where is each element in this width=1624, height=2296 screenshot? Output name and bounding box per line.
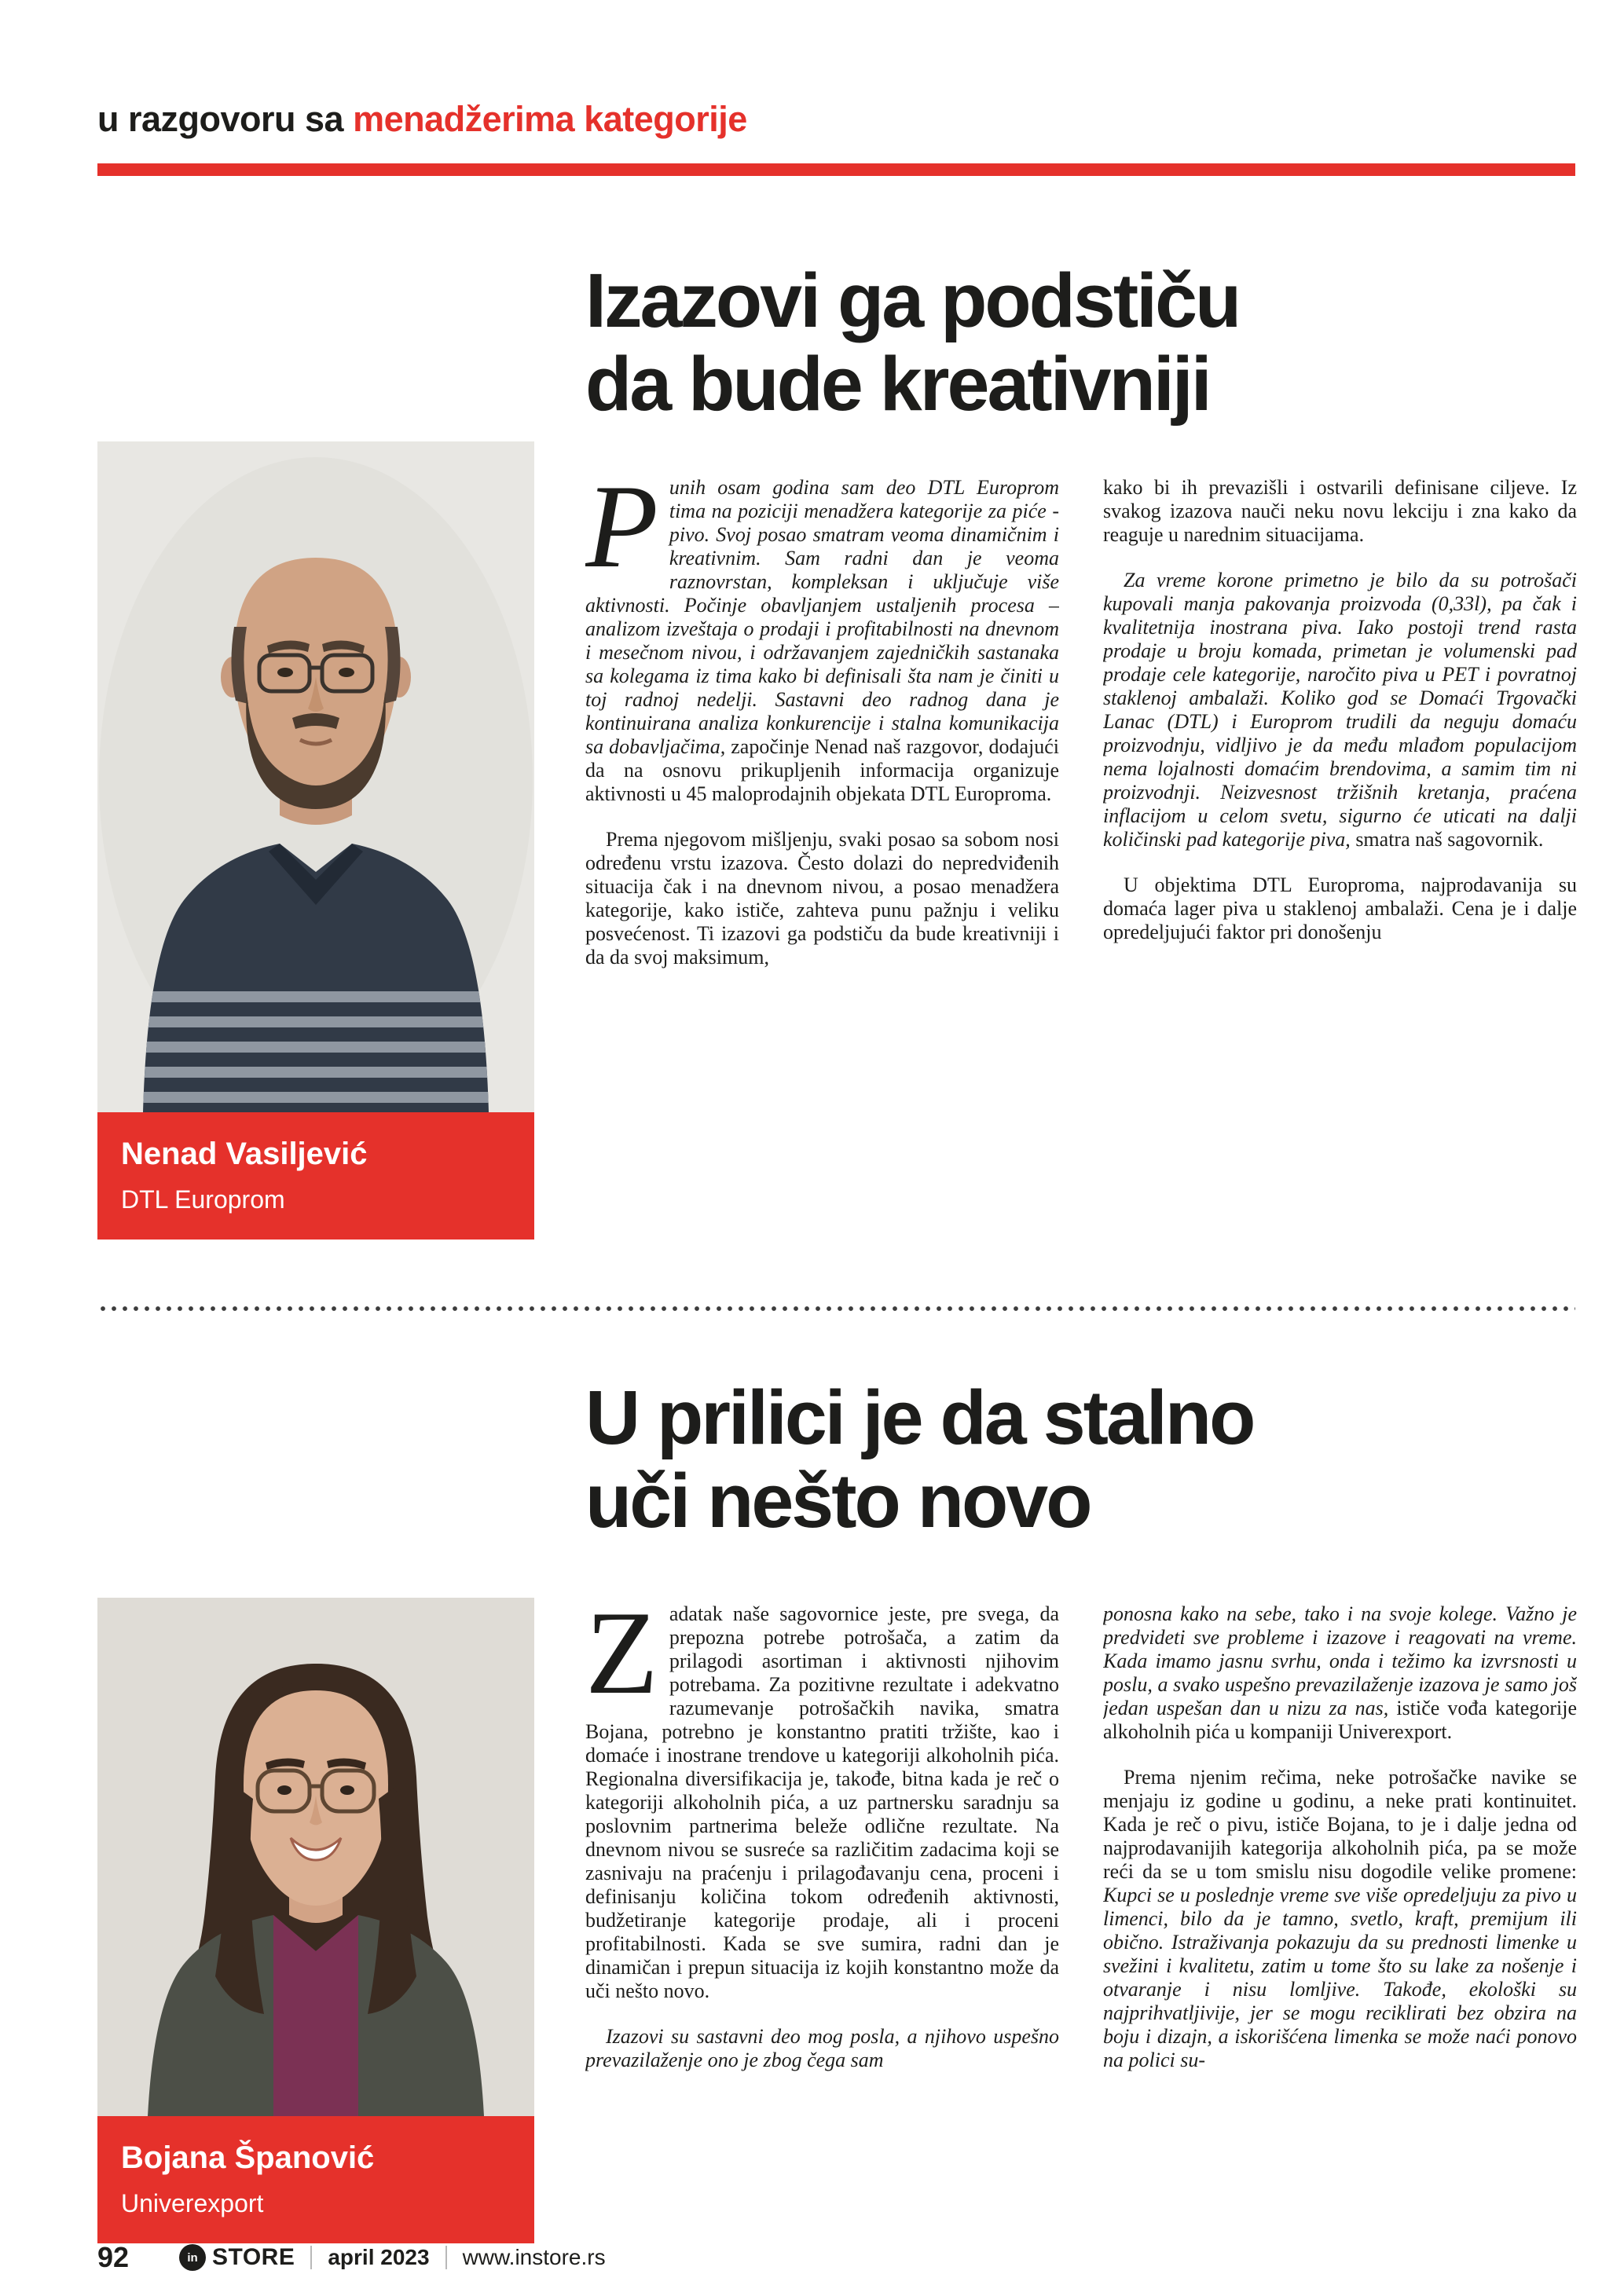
text-segment: Prema njegovom mišljenju, svaki posao sa sobom nosi određenu vrstu izazova. Često dolazi do nepredviđenih situacija čak i na dnevnom nivou, a posao menadžera kategorije, kako ističe, zahteva punu pažnju i veliku posvećenost. Ti izazovi ga podstiču da bude kreativniji i da da svoj maksimum, [585,828,1059,969]
text-segment: Prema njenim rečima, neke potrošačke navike se menjaju iz godine u godinu, a neke prati kontinuitet. Kada je reč o pivu, ističe Bojana, to je i dalje jedna od najprodavanijih kategorija alkoholnih pića, pa se može reći da se u tom smislu nisu dogodile velike promene: [1103,1766,1577,1883]
footer-issue: april 2023 [328,2245,430,2269]
person-name: Bojana Španović [121,2140,375,2175]
paragraph [585,828,1059,969]
article-title-line: uči nešto novo [585,1458,1091,1543]
section-header-highlight: menadžerima kategorije [353,99,747,139]
paragraph [585,1602,1059,2003]
portrait-photo-nenad [97,441,534,1112]
text-segment: Za vreme korone primetno je bilo da su potrošači kupovali manja pakovanja proizvoda (0,33l), pa čak i kvalitetnija inostrana piva. Iako postoji trend rasta prodaje u broju komada, primetan je volumenski pad prodaje cele kategorije, naročito piva u PET i povratnoj staklenoj ambalaži. Koliko god se Domaći Trgovački Lanac (DTL) i Europrom trudili da neguju domaću proizvodnju, vidljivo je da među mlađom populacijom nema lojalnosti domaćim brendovima, a samim tim ni proizvodnji. Neizvesnost tržišnih kretanja, praćena inflacijom u celom svetu, sigurno će uticati na dalji količinski pad kategorije piva, [1103,569,1577,851]
section-header [97,99,747,140]
instore-logo-icon [179,2244,206,2271]
article-title-line: Izazovi ga podstiču [585,258,1240,343]
person-caption [97,1112,534,1240]
drop-cap: Z [585,1602,658,1719]
footer-website: www.instore.rs [462,2245,606,2269]
article-body [585,476,1577,1242]
article-body [585,1602,1577,2248]
person-company: DTL Europrom [121,1185,285,1214]
article-title-line: da bude kreativniji [585,341,1210,427]
paragraph [1103,1602,1577,1744]
page-number: 92 [97,2241,130,2273]
footer-divider [310,2246,312,2269]
article-title-line: U prilici je da stalno [585,1375,1254,1460]
text-segment: U objektima DTL Europroma, najprodavanija su domaća lager piva u staklenoj ambalaži. Cena je i dalje opredeljujući faktor pri donošenju [1103,873,1577,943]
text-segment: ponosna kako na sebe, tako i na svoje kolege. Važno je predvideti sve probleme i izazove i reagovati na vreme. Kada imamo jasnu svrhu, onda i težimo ka izvrsnosti u poslu, a svako uspešno prevazilaženje izazova je samo još jedan uspešan dan u nizu za nas, [1103,1602,1577,1719]
paragraph [1103,1766,1577,2072]
dotted-divider [97,1304,1575,1313]
text-segment: Izazovi su sastavni deo mog posla, a njihovo uspešno prevazilaženje ono je zbog čega sam [585,2025,1059,2071]
article-column-left [585,1602,1059,2248]
article-column-left [585,476,1059,1242]
paragraph [1103,569,1577,851]
paragraph [1103,873,1577,944]
paragraph [585,476,1059,806]
text-segment: kako bi ih prevazišli i ostvarili definisane ciljeve. Iz svakog izazova nauči neku novu lekciju i zna kako da reaguje u narednim situacijama. [1103,476,1577,546]
article-title [585,1376,1583,1543]
text-segment: započinje Nenad naš razgovor, dodajući da na osnovu prikupljenih informacija organizuje aktivnosti u 45 maloprodajnih objekata DTL Europroma. [585,735,1059,805]
store-logo [179,2244,295,2271]
person-caption [97,2116,534,2243]
instore-logo-prefix: in [187,2250,198,2265]
person-name: Nenad Vasiljević [121,1137,368,1171]
paragraph [585,2025,1059,2072]
portrait-photo-bojana [97,1598,534,2116]
paragraph [1103,476,1577,547]
header-rule [97,163,1575,176]
page-footer [97,2240,1575,2275]
drop-cap: P [585,476,658,592]
section-header-prefix: u razgovoru sa [97,99,354,139]
article-column-right [1103,1602,1577,2248]
footer-divider [445,2246,447,2269]
person-company: Univerexport [121,2189,264,2217]
text-segment: smatra naš sagovornik. [1355,828,1544,851]
text-segment: adatak naše sagovornice jeste, pre svega, da prepozna potrebe potrošača, a zatim da prilagodi asortiman i aktivnosti njihovim potrebama. Za pozitivne rezultate i adekvatno razumevanje potrošačkih navika, smatra Bojana, potrebno je konstantno pratiti tržište, kao i domaće i inostrane trendove u kategoriji alkoholnih pića. Regionalna diversifikacija je, takođe, bitna kada je reč o kategoriji alkoholnih pića, a uz partnersku saradnju sa poslovnim partnerima beleže odlične rezultate. Na dnevnom nivou se susreće sa različitim zadacima koji se zasnivaju na praćenju i prilagođavanju cena, proceni i definisanju količina tokom određenih aktivnosti, budžetiranje kategorije prodaje, ali i proceni profitabilnosti. Kada se sve sumira, radni dan je dinamičan i prepun situacija iz kojih konstantno može da uči nešto novo. [585,1602,1059,2002]
article-column-right [1103,476,1577,1242]
store-logo-text: STORE [212,2244,295,2270]
text-segment: ističe vođa kategorije alkoholnih pića u kompaniji Univerexport. [1103,1697,1577,1743]
article-title [585,259,1583,426]
text-segment: Kupci se u poslednje vreme sve više opredeljuju za pivo u limenci, bilo da je tamno, svetlo, kraft, premijum ili obično. Istraživanja pokazuju da su prednosti limenke u svežini i kvalitetu, zatim u tome što su lake za nošenje i otvaranje i nisu lomljive. Takođe, ekološki su najprihvatljivije, jer se mogu reciklirati bez obzira na boju i dizajn, a iskorišćena limenka se može naći ponovo na polici su- [1103,1884,1577,2071]
text-segment: unih osam godina sam deo DTL Europrom tima na poziciji menadžera kategorije za piće - pivo. Svoj posao smatram veoma dinamičnim i kreativnim. Sam radni dan je veoma raznovrstan, kompleksan i uključuje više aktivnosti. Počinje obavljanjem ustaljenih procesa – analizom izveštaja o prodaji i profitabilnosti na dnevnom i mesečnom nivou, i održavanjem zajedničkih sastanaka sa kolegama iz tima kako bi definisali šta nam je činiti u toj radnoj nedelji. Sastavni deo radnog dana je kontinuirana analiza konkurencije i stalna komunikacija sa dobavljačima, [585,476,1059,758]
